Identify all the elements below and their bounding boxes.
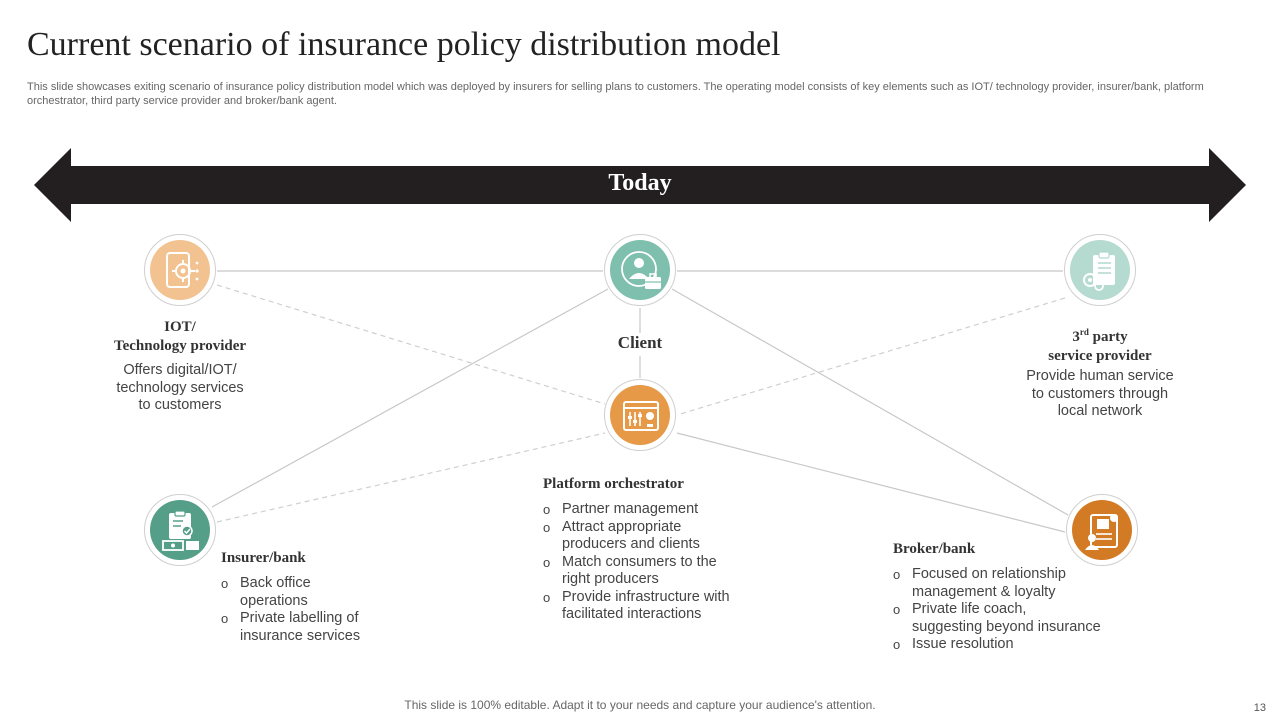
broker-title: Broker/bank <box>893 541 976 557</box>
orchestrator-node <box>604 379 676 451</box>
list-item: o Focused on relationship management & loyalty <box>890 566 1130 601</box>
broker-bullet-list <box>890 566 1130 654</box>
iot-title <box>80 318 280 356</box>
third-party-desc-line: to customers through <box>1031 385 1169 402</box>
iot-desc-line: technology services <box>116 379 244 396</box>
list-item: o Provide infrastructure with facilitated interactions <box>540 589 780 624</box>
iot-desc-line: to customers <box>138 397 222 413</box>
list-item: o Private labelling of insurance services <box>218 610 408 645</box>
agent-certificate-icon <box>1081 509 1125 553</box>
user-briefcase-icon <box>619 249 663 293</box>
list-item: o Issue resolution <box>890 636 1130 654</box>
orchestrator-bullet-list <box>540 501 780 624</box>
iot-desc-line: Offers digital/IOT/ <box>123 362 237 378</box>
timeline-arrow <box>0 0 1280 240</box>
list-item: o Attract appropriate producers and clients <box>540 519 780 554</box>
iot-node <box>144 234 216 306</box>
broker-node <box>1066 494 1138 566</box>
insurer-node <box>144 494 216 566</box>
insurer-bullet-list <box>218 575 408 645</box>
bank-documents-icon <box>159 509 203 553</box>
third-party-description <box>1000 368 1200 421</box>
third-party-ordinal-suffix: rd <box>1079 327 1089 337</box>
control-panel-icon <box>619 394 663 438</box>
tablet-gear-icon <box>159 249 203 293</box>
list-item: o Match consumers to the right producers <box>540 554 780 589</box>
iot-title-line2: Technology provider <box>113 338 247 354</box>
page-number: 13 <box>1253 702 1266 714</box>
iot-description <box>80 362 280 415</box>
list-item: o Back office operations <box>218 575 408 610</box>
insurer-title: Insurer/bank <box>221 550 306 566</box>
banner-label: Today <box>608 170 672 196</box>
third-party-node <box>1064 234 1136 306</box>
third-party-ordinal: 3 <box>1072 329 1080 345</box>
client-node <box>604 234 676 306</box>
footer-note: This slide is 100% editable. Adapt it to your needs and capture your audience's attention. <box>404 698 876 712</box>
orchestrator-title: Platform orchestrator <box>543 476 684 492</box>
list-item: o Private life coach, suggesting beyond insurance <box>890 601 1130 636</box>
third-party-desc-line: local network <box>1057 403 1143 419</box>
client-title: Client <box>617 333 663 352</box>
third-party-title-line1 <box>1000 323 1200 347</box>
clipboard-gears-icon <box>1079 249 1123 293</box>
third-party-title <box>1000 323 1200 366</box>
third-party-title-line2: service provider <box>1048 348 1152 364</box>
third-party-desc-line: Provide human service <box>1026 368 1174 384</box>
slide-title: Current scenario of insurance policy distribution model <box>27 26 781 63</box>
slide-subtitle: This slide showcases exiting scenario of insurance policy distribution model which was deployed by insurers for selling plans to customers. The operating model consists of key elements such as IOT/ technology provider, insurer/bank, platform orchestrator, third party service provider and broker/bank agent. <box>27 81 1204 107</box>
third-party-title-rest: party <box>1088 329 1128 345</box>
list-item: o Partner management <box>540 501 780 519</box>
iot-title-line1: IOT/ <box>164 319 196 335</box>
